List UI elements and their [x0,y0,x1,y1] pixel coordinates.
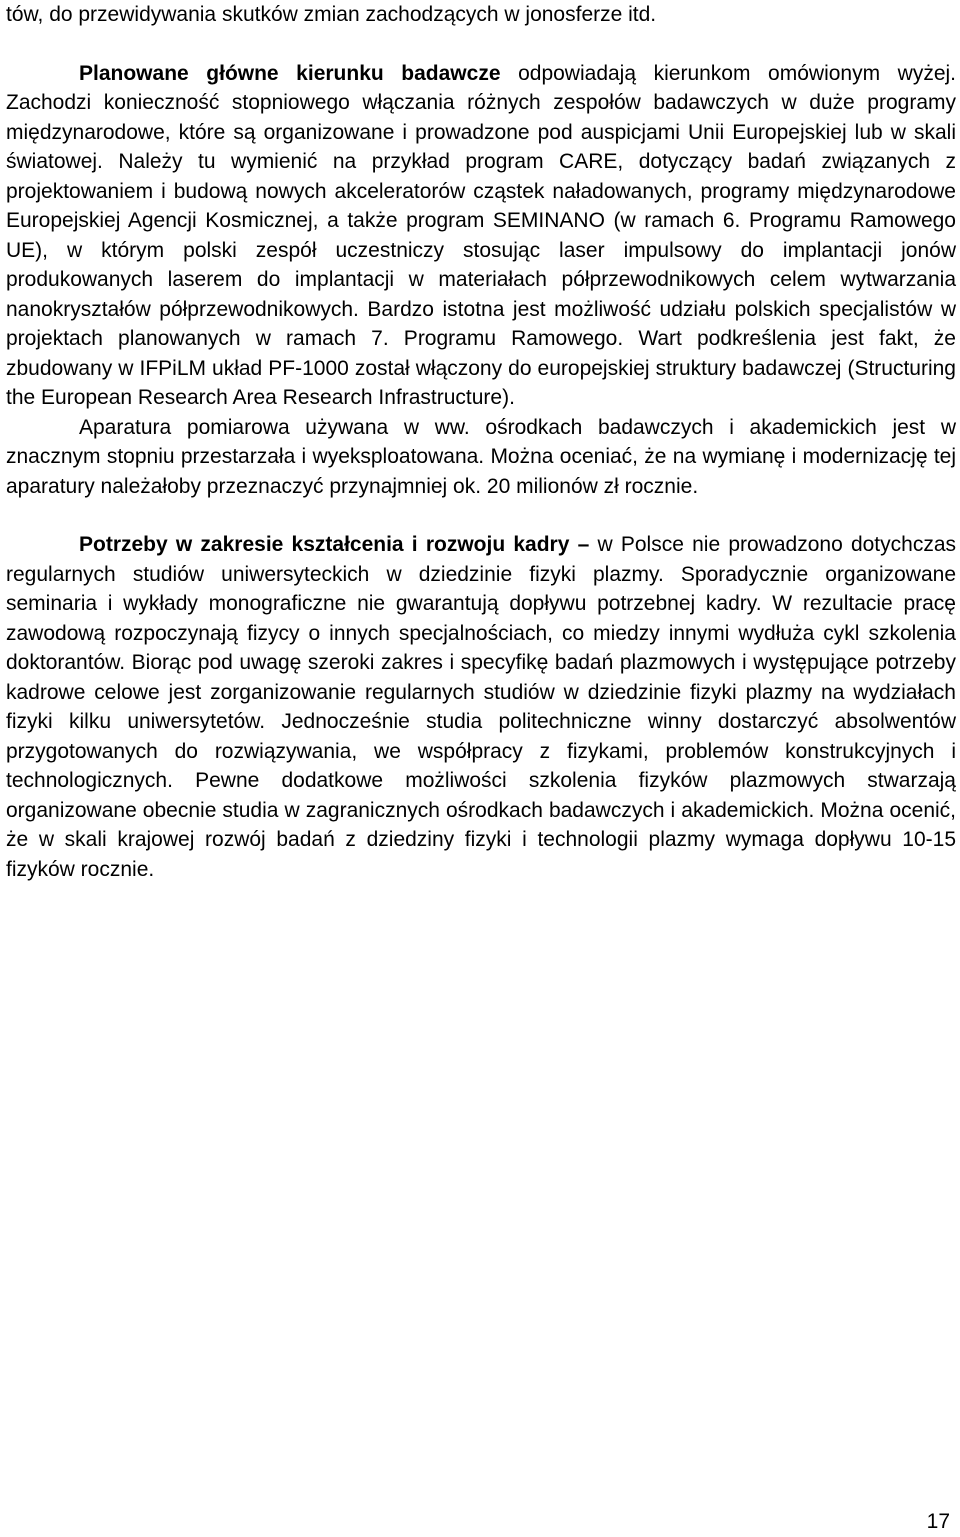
document-page [6,0,956,884]
education-text: w Polsce nie prowadzono dotychczas regularnych studiów uniwersyteckich w dziedzinie fizyki plazmy. Sporadycznie organizowane seminaria i wykłady monograficzne nie gwarantują dopływu potrzebnej kadry. W rezultacie pracę zawodową rozpoczynają fizycy o innych specjalnościach, co miedzy innymi wydłuża cykl szkolenia doktorantów. Biorąc pod uwagę szeroki zakres i specyfikę badań plazmowych i występujące potrzeby kadrowe celowe jest zorganizowanie regularnych studiów w dziedzinie fizyki plazmy na wydziałach fizyki kilku uniwersytetów. Jednocześnie studia politechniczne winny dostarczyć absolwentów przygotowanych do rozwiązywania, we współpracy z fizykami, problemów konstrukcyjnych i technologicznych. Pewne dodatkowe możliwości szkolenia fizyków plazmowych stwarzają organizowane obecnie studia w zagranicznych ośrodkach badawczych i akademickich. Można ocenić, że w skali krajowej rozwój badań z dziedziny fizyki i technologii plazmy wymaga dopływu 10-15 fizyków rocznie. [6,533,956,881]
research-directions-heading: Planowane główne kierunku badawcze [79,61,501,85]
education-heading: Potrzeby w zakresie kształcenia i rozwoju kadry – [79,533,590,556]
equipment-paragraph: Aparatura pomiarowa używana w ww. ośrodkach badawczych i akademickich jest w znacznym stopniu przestarzała i wyeksploatowana. Można oceniać, że na wymianę i modernizację tej aparatury należałoby przeznaczyć przynajmniej ok. 20 milionów zł rocznie. [6,415,956,498]
research-directions-text: odpowiadają kierunkom omówionym wyżej. Zachodzi konieczność stopniowego włączania różnych zespołów badawczych w duże programy międzynarodowe, które są organizowane i prowadzone pod auspicjami Unii Europejskiej lub w skali światowej. Należy tu wymienić na przykład program CARE, dotyczący badań związanych z projektowaniem i budową nowych akceleratorów cząstek naładowanych, programy międzynarodowe Europejskiej Agencji Kosmicznej, a także program SEMINANO (w ramach 6. Programu Ramowego UE), w którym polski zespół uczestniczy stosując laser impulsowy do implantacji jonów produkowanych laserem do implantacji w materiałach półprzewodnikowych celem wytwarzania nanokryształów półprzewodnikowych. Bardzo istotna jest możliwość udziału polskich specjalistów w projektach planowanych w ramach 7. Programu Ramowego. Wart podkreślenia jest fakt, że zbudowany w IFPiLM układ PF-1000 został włączony do europejskiej struktury badawczej (Structuring the European Research Area Research Infrastructure). [6,61,957,409]
continuation-paragraph: tów, do przewidywania skutków zmian zachodzących w jonosferze itd. [6,3,657,26]
page-number: 17 [926,1510,950,1533]
education-paragraph [6,530,956,884]
research-directions-paragraph [6,59,956,413]
